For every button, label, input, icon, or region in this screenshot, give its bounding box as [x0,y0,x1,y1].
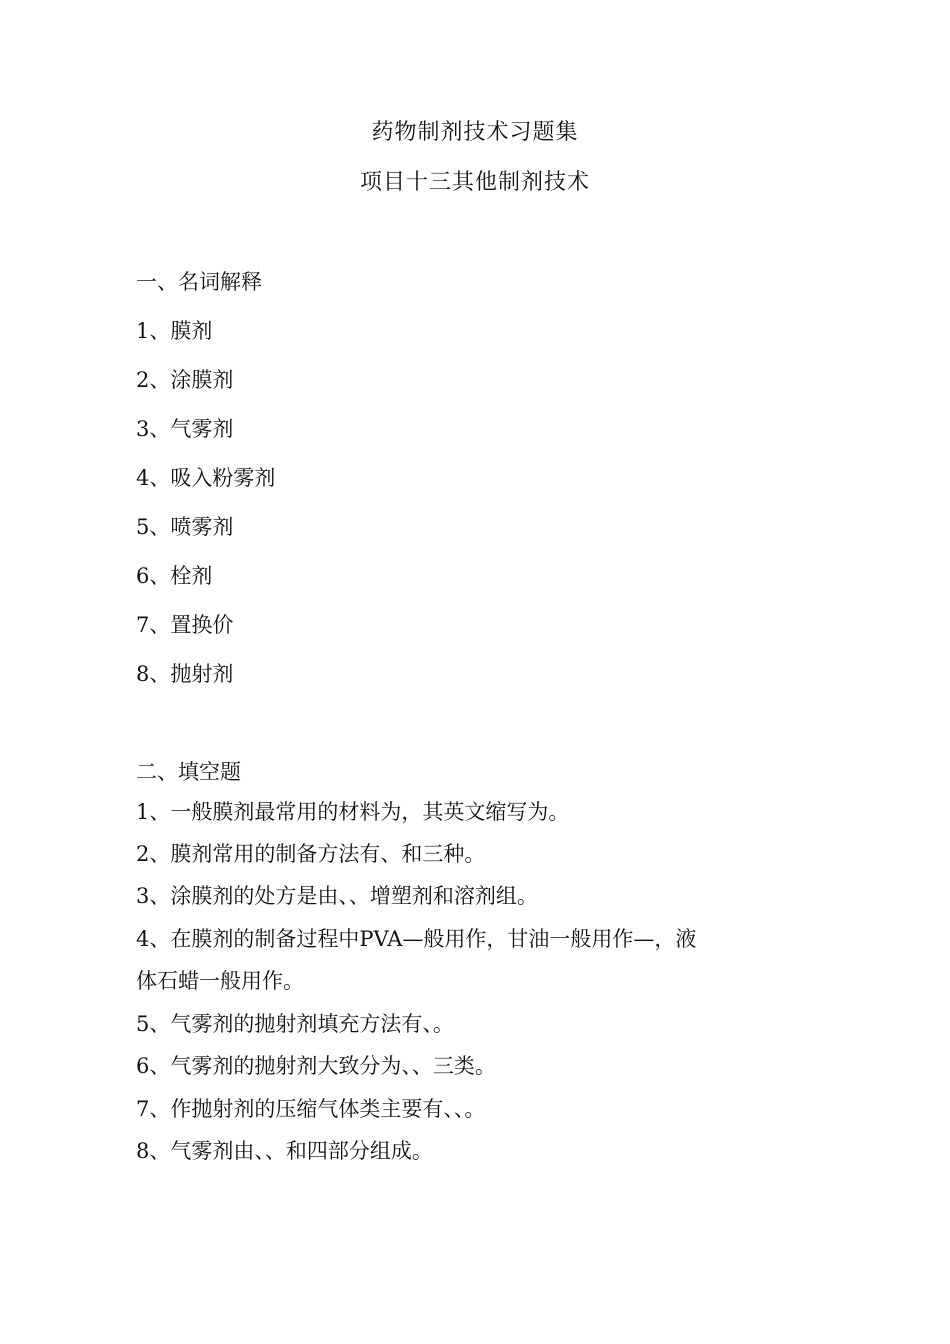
term-item: 4、吸入粉雾剂 [136,466,276,490]
term-item: 2、涂膜剂 [136,368,234,392]
document-title: 药物制剂技术习题集 [371,120,579,145]
term-item: 1、膜剂 [136,319,213,343]
section-heading-fill-blank: 二、填空题 [136,760,241,784]
document-subtitle: 项目十三其他制剂技术 [359,170,590,195]
fill-blank-item: 7、作抛射剂的压缩气体类主要有、、。 [136,1097,486,1121]
term-item: 8、抛射剂 [136,662,234,686]
fill-blank-item: 2、膜剂常用的制备方法有、和三种。 [136,842,486,866]
term-item: 6、栓剂 [136,564,213,588]
fill-blank-item: 3、涂膜剂的处方是由、、增塑剂和溶剂组。 [136,884,538,908]
fill-blank-item: 5、气雾剂的抛射剂填充方法有、。 [136,1012,454,1036]
fill-blank-item: 8、气雾剂由、、和四部分组成。 [136,1139,433,1163]
term-item: 7、置换价 [136,613,234,637]
fill-blank-item: 4、在膜剂的制备过程中PVA—般用作，甘油一般用作—，液 [136,927,697,951]
term-item: 3、气雾剂 [136,417,234,441]
term-item: 5、喷雾剂 [136,515,234,539]
fill-blank-item-continuation: 体石蜡一般用作。 [136,969,304,993]
fill-blank-item: 6、气雾剂的抛射剂大致分为、、三类。 [136,1054,496,1078]
section-heading-terms: 一、名词解释 [136,270,262,294]
fill-blank-item: 1、一般膜剂最常用的材料为，其英文缩写为。 [136,800,570,824]
